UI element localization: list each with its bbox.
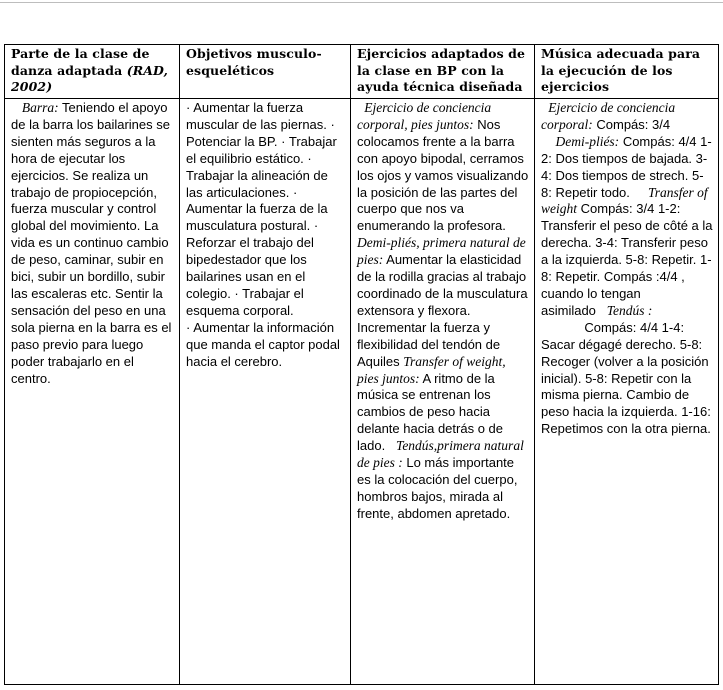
exercise-text: Nos colocamos frente a la barra con apoyo bipodal, cerramos los ojos y vamos visualizando la posición de las partes del cuerpo que nos va enumerando la profesora.	[357, 116, 529, 234]
exercise-label: Transfer of weight, pies juntos:	[357, 353, 506, 386]
music-text: Compás: 4/4 1-2: Dos tiempos de bajada. 3-4: Dos tiempos de strech. 5-8: Repetir todo.	[541, 133, 712, 200]
top-rule	[0, 2, 723, 3]
music-text: Compás: 3/4 1-2: Transferir el peso de côté a la derecha. 3-4: Transferir peso a la izquierda. 5-8: Repetir. 1-8: Repetir. Compás :4/4 , cuando lo tengan asimilado	[541, 201, 713, 318]
objective-item: · Aumentar la fuerza muscular de las piernas. · Potenciar la BP. · Trabajar el equilibrio estático.	[186, 100, 337, 166]
header-objectives: Objetivos musculo-esqueléticos	[180, 45, 351, 99]
music-text: Compás: 4/4 1-4: Sacar dégagé derecho. 5-8: Recoger (volver a la posición inicial). 5-8: Repetir con la misma pierna. Cambio de peso hacia la izquierda. 1-16: Repetimos con la otra pierna.	[541, 319, 711, 437]
exercise-label: Demi-pliés, primera natural de pies:	[357, 235, 526, 268]
exercise-label: Ejercicio de conciencia corporal, pies juntos:	[357, 100, 492, 132]
content-row	[5, 99, 719, 685]
cell-barra	[5, 99, 180, 685]
header-music: Música adecuada para la ejecución de los ejercicios	[535, 45, 719, 99]
cell-music	[535, 99, 719, 685]
exercise-text: Lo más importante es la colocación del cuerpo, hombros bajos, mirada al frente, abdomen apretado.	[357, 455, 518, 521]
music-label: Ejercicio de conciencia corporal:	[541, 100, 676, 132]
music-label: Demi-pliés:	[555, 133, 620, 149]
barra-label: Barra:	[21, 100, 59, 115]
exercise-text: Aumentar la elasticidad de la rodilla gracias al trabajo coordinado de la musculatura extensora y flexora. Incrementar la fuerza y flexibilidad del tendón de Aquiles	[357, 252, 528, 369]
objective-item: · Trabajar la alineación de las articulaciones. · Aumentar la fuerza de la musculatura postural. ·	[186, 150, 328, 234]
music-text: Compás: 3/4	[596, 116, 671, 132]
barra-text: Teniendo el apoyo de la barra los bailarines se sienten más seguros a la hora de ejecutar los ejercicios. Se realiza un trabajo de propiocepción, fuerza muscular y control global del movimiento. La vida es un continuo cambio de peso, caminar, subir en bici, subir un bordillo, subir las escaleras etc. Sentir la sensación del peso en una sola pierna en la barra es el paso previo para luego poder trabajarlo en el centro.	[11, 100, 172, 386]
header-row	[5, 45, 719, 99]
objective-item: · Aumentar la información que manda el captor podal hacia el cerebro.	[186, 319, 340, 369]
header-reference: (RAD, 2002)	[11, 62, 168, 94]
exercise-label: Tendús,primera natural de pies :	[357, 438, 524, 471]
cell-exercises	[351, 99, 535, 685]
music-label: Transfer of weight	[541, 184, 708, 217]
header-dance-class-part: Parte de la clase de danza adaptada (RAD, 2002)	[5, 45, 180, 99]
objective-item: Reforzar el trabajo del bipedestador que los bailarines usan en el colegio. · Trabajar el esquema corporal.	[186, 235, 314, 318]
exercise-text: A ritmo de la música se entrenan los cambios de peso hacia delante hacia detrás o de lado.	[357, 370, 503, 454]
music-label: Tendús :	[606, 302, 653, 318]
cell-objectives	[180, 99, 351, 685]
header-exercises: Ejercicios adaptados de la clase en BP con la ayuda técnica diseñada	[351, 45, 535, 99]
lesson-table	[4, 44, 719, 685]
